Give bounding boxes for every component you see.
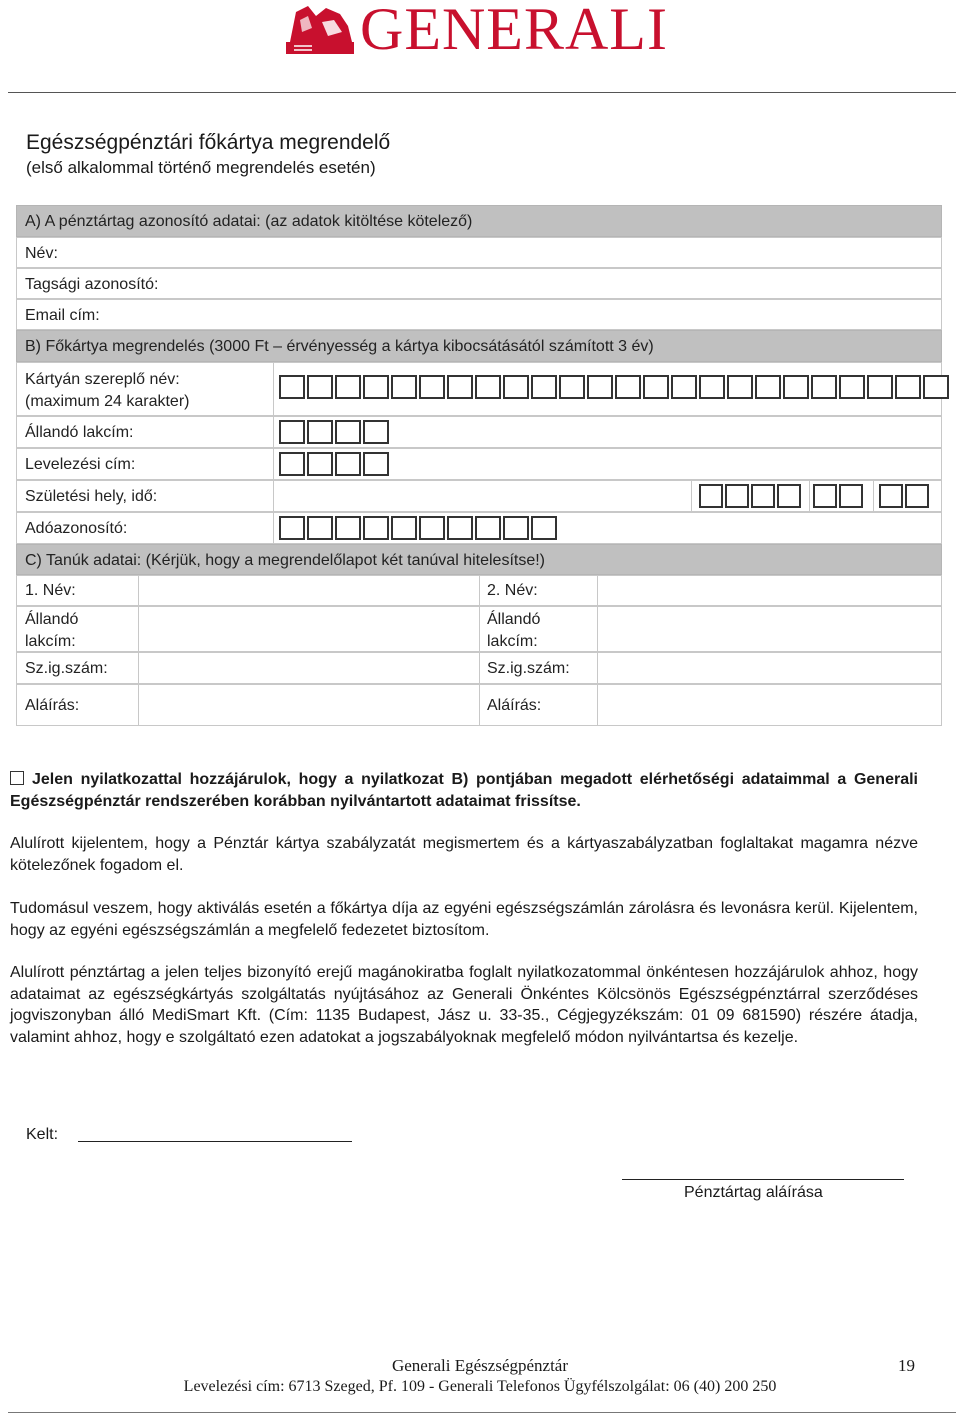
witness2-name-label: 2. Név: <box>487 582 538 599</box>
consent-checkbox[interactable] <box>10 771 24 785</box>
name-row[interactable] <box>16 237 942 268</box>
postal-address-label: Levelezési cím: <box>25 456 136 473</box>
birth-month-boxes[interactable] <box>813 484 865 508</box>
tax-id-label: Adóazonosító: <box>25 520 128 537</box>
signature-line[interactable] <box>622 1179 904 1180</box>
section-c-header-text: C) Tanúk adatai: (Kérjük, hogy a megrendelőlapot két tanúval hitelesítse!) <box>25 552 545 569</box>
permanent-address-row <box>16 416 942 448</box>
birth-day-boxes[interactable] <box>879 484 931 508</box>
witness1-id-label: Sz.ig.szám: <box>25 660 108 677</box>
witness2-address-label-1: Állandó <box>487 611 541 628</box>
name-label: Név: <box>25 245 58 262</box>
page-number: 19 <box>898 1356 915 1375</box>
signature-label: Pénztártag aláírása <box>684 1184 823 1201</box>
generali-logo <box>282 0 682 62</box>
birth-row <box>16 480 942 512</box>
tax-id-boxes[interactable] <box>279 516 559 540</box>
paragraph-1: Alulírott kijelentem, hogy a Pénztár kártya szabályzatát megismertem és a kártyaszabályzatban foglaltakat magamra nézve kötelezőnek fogadom el. <box>10 835 918 874</box>
birth-year-boxes[interactable] <box>699 484 803 508</box>
witness-name-row <box>16 575 942 606</box>
witness-id-row <box>16 652 942 684</box>
witness2-id-label: Sz.ig.szám: <box>487 660 570 677</box>
winged-lion-icon <box>282 2 358 58</box>
footer-org: Generali Egészségpénztár <box>391 1356 569 1375</box>
email-label: Email cím: <box>25 307 100 324</box>
birth-label: Születési hely, idő: <box>25 488 158 505</box>
card-name-limit: (maximum 24 karakter) <box>25 393 190 410</box>
zip-boxes-postal[interactable] <box>279 452 391 476</box>
section-b-header <box>16 330 942 362</box>
consent-statement <box>10 769 918 812</box>
zip-boxes-permanent[interactable] <box>279 420 391 444</box>
member-id-row[interactable] <box>16 268 942 299</box>
form-title: Egészségpénztári főkártya megrendelő <box>26 131 391 154</box>
witness1-address-label-2: lakcím: <box>25 633 76 650</box>
card-name-row <box>16 362 942 416</box>
section-a-header-text: A) A pénztártag azonosító adatai: (az adatok kitöltése kötelező) <box>25 213 473 230</box>
header-divider <box>8 92 956 93</box>
card-name-boxes[interactable] <box>279 375 951 399</box>
witness1-address-label-1: Állandó <box>25 611 79 628</box>
paragraph-2: Tudomásul veszem, hogy aktiválás esetén a főkártya díja az egyéni egészségszámlán zárolásra és levonásra kerül. Kijelentem, hogy az egyéni egészségszámlán a megfelelő fedezetet biztosítom. <box>10 900 918 939</box>
footer-divider <box>8 1412 956 1413</box>
section-b-header-text: B) Főkártya megrendelés (3000 Ft – érvényesség a kártya kibocsátásától számított 3 év) <box>25 338 654 355</box>
email-row[interactable] <box>16 299 942 330</box>
brand-name: GENERALI <box>360 0 668 62</box>
form-subtitle: (első alkalommal történő megrendelés esetén) <box>26 158 376 177</box>
tax-id-row <box>16 512 942 544</box>
member-id-label: Tagsági azonosító: <box>25 276 159 293</box>
card-name-label: Kártyán szereplő név: <box>25 371 180 388</box>
consent-text: Jelen nyilatkozattal hozzájárulok, hogy a nyilatkozat B) pontjában megadott elérhetőségi adataimmal a Generali Egészségpénztár rendszerében korábban nyilvántartott adataimat frissítse. <box>10 771 918 810</box>
witness2-address-label-2: lakcím: <box>487 633 538 650</box>
section-c-header <box>16 544 942 575</box>
witness1-signature-label: Aláírás: <box>25 697 80 714</box>
postal-address-row <box>16 448 942 480</box>
section-a-header <box>16 205 942 237</box>
kelt-label: Kelt: <box>26 1126 59 1143</box>
kelt-line[interactable] <box>78 1141 352 1142</box>
footer-contact: Levelezési cím: 6713 Szeged, Pf. 109 - Generali Telefonos Ügyfélszolgálat: 06 (40) 200 250 <box>183 1378 777 1395</box>
permanent-address-label: Állandó lakcím: <box>25 424 134 441</box>
witness2-signature-label: Aláírás: <box>487 697 542 714</box>
paragraph-3: Alulírott pénztártag a jelen teljes bizonyító erejű magánokiratba foglalt nyilatkozatommal önkéntesen hozzájárulok ahhoz, hogy adataimat az egészségkártyás szolgáltatás nyújtásához az Generali Önkéntes Kölcsönös Egészségpénztárral szerződéses jogviszonyban álló MediSmart Kft. (Cím: 1135 Budapest, Jász u. 33-35., Cégjegyzékszám: 01 09 681590) részére átadja, valamint ahhoz, hogy e szolgáltató ezen adatokat a jogszabályoknak megfelelő módon nyilvántartsa és kezelje. <box>10 964 918 1046</box>
witness-signature-row <box>16 684 942 726</box>
witness-address-row <box>16 606 942 652</box>
witness1-name-label: 1. Név: <box>25 582 76 599</box>
